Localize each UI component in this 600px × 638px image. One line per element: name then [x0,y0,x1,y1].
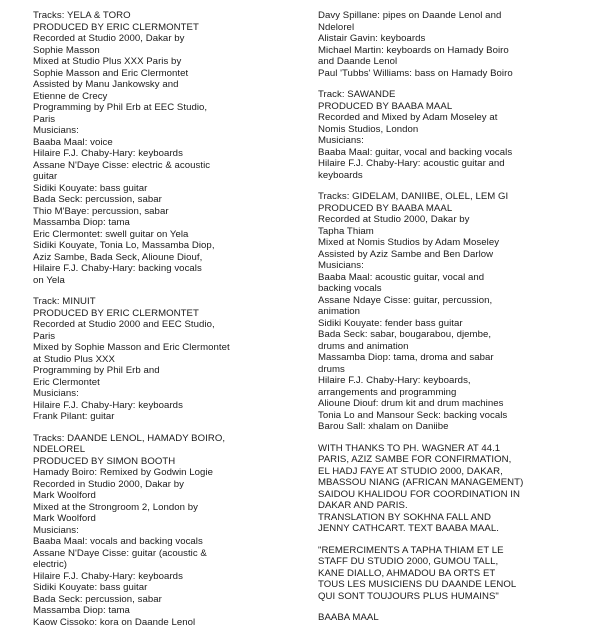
credit-line: animation [318,306,361,317]
credit-line: Sophie Masson and Eric Clermontet [33,67,189,79]
credit-line: Paris [33,113,56,125]
credit-line: Eric Clermontet [33,376,100,388]
credit-line: Recorded and Mixed by Adam Moseley at [318,112,498,123]
credit-line: TOUS LES MUSICIENS DU DAANDE LENOL [318,579,517,590]
credit-line: Michael Martin: keyboards on Hamady Boiro [318,44,509,56]
credits-section [318,612,580,624]
credit-line: EL HADJ FAYE AT STUDIO 2000, DAKAR, [318,465,503,477]
credit-line: Sidiki Kouyate: fender bass guitar [318,317,463,329]
credit-line: Recorded in Studio 2000, Dakar by [33,478,184,490]
credit-line: PRODUCED BY BAABA MAAL [318,100,453,112]
credit-line: Hamady Boiro: Remixed by Godwin Logie [33,467,213,478]
credit-line: Hilaire F.J. Chaby-Hary: keyboards [33,399,183,411]
credit-line: Tapha Thiam [318,225,374,237]
credit-line: on Yela [33,274,65,286]
credit-line: Recorded at Studio 2000, Dakar by [33,33,185,44]
credit-line: PRODUCED BY ERIC CLERMONTET [33,307,199,319]
credit-line: Musicians: [318,135,364,146]
credit-line: Assane N'Daye Cisse: electric & acoustic [33,159,211,171]
credit-line: Massamba Diop: tama [33,217,130,228]
credit-line: KANE DIALLO, AHMADOU BA ORTS ET [318,567,496,579]
credits-section [318,443,580,535]
credit-line: Alioune Diouf: drum kit and drum machines [318,398,504,409]
credits-section [33,296,295,423]
credit-line: guitar [33,171,58,182]
credits-section [318,10,580,79]
credit-line: Thio M'Baye: percussion, sabar [33,205,169,217]
credit-line: Sidiki Kouyate: bass guitar [33,182,148,194]
credit-line: Musicians: [33,125,79,136]
credit-line: Programming by Phil Erb at EEC Studio, [33,102,208,113]
credit-line: Bada Seck: sabar, bougarabou, djembe, [318,329,492,340]
credit-line: Tracks: DAANDE LENOL, HAMADY BOIRO, [33,432,226,444]
credit-line: Mixed at Studio Plus XXX Paris by [33,56,182,67]
credits-section [33,433,295,629]
credit-line: NDELOREL [33,444,86,455]
credit-line: Hilaire F.J. Chaby-Hary: acoustic guitar and [318,158,505,169]
credit-line: Assane N'Daye Cisse: guitar (acoustic & [33,547,207,559]
credit-line: keyboards [318,169,363,181]
credit-line: Davy Spillane: pipes on Daande Lenol and [318,10,502,21]
credit-line: Baaba Maal: voice [33,136,113,148]
credit-line: Sidiki Kouyate, Tonia Lo, Massamba Diop, [33,240,215,251]
credit-line: Bada Seck: percussion, sabar [33,194,162,205]
credit-line: Baaba Maal: vocals and backing vocals [33,536,203,547]
credit-line: Mark Woolford [33,513,96,524]
credit-line: Programming by Phil Erb and [33,365,160,376]
credit-line: Eric Clermontet: swell guitar on Yela [33,228,189,240]
credit-line: QUI SONT TOUJOURS PLUS HUMAINS" [318,590,499,602]
credit-line: Baaba Maal: guitar, vocal and backing vocals [318,146,513,158]
credit-line: Frank Pilant: guitar [33,411,115,422]
credit-line: SAIDOU KHALIDOU FOR COORDINATION IN [318,488,520,500]
credit-line: Mixed at Nomis Studios by Adam Moseley [318,237,500,248]
credit-line: drums [318,363,345,375]
credit-line: Sidiki Kouyate: bass guitar [33,582,148,593]
credits-section [318,89,580,181]
credit-line: Alistair Gavin: keyboards [318,33,426,44]
credit-line: Aziz Sambe, Bada Seck, Alioune Diouf, [33,251,203,263]
credit-line: Assisted by Manu Jankowsky and [33,79,179,90]
credit-line: Paris [33,330,56,342]
credit-line: electric) [33,559,68,570]
credit-line: Recorded at Studio 2000, Dakar by [318,214,470,225]
credit-line: Tonia Lo and Mansour Seck: backing vocals [318,409,508,421]
credit-line: STAFF DU STUDIO 2000, GUMOU TALL, [318,556,499,567]
credit-line: Tracks: GIDELAM, DANIIBE, OLEL, LEM GI [318,191,509,202]
credit-line: Barou Sall: xhalam on Daniibe [318,421,449,432]
credit-line: Sophie Masson [33,44,100,56]
credit-line: Tracks: YELA & TORO [33,10,131,21]
credit-line: JENNY CATHCART. TEXT BAABA MAAL. [318,523,499,534]
credit-line: Hilaire F.J. Chaby-Hary: keyboards [33,148,183,159]
credit-line: and Daande Lenol [318,56,398,67]
credit-line: PRODUCED BY SIMON BOOTH [33,455,176,467]
credit-line: Massamba Diop: tama [33,605,130,616]
credit-line: Track: MINUIT [33,296,96,307]
credit-line: MBASSOU NIANG (AFRICAN MANAGEMENT) [318,477,524,488]
credit-line: at Studio Plus XXX [33,353,115,365]
credit-line: BAABA MAAL [318,612,379,623]
credit-line: Musicians: [33,524,79,536]
credit-line: "REMERCIMENTS A TAPHA THIAM ET LE [318,544,504,556]
credit-line: Musicians: [33,388,79,399]
credit-line: Assisted by Aziz Sambe and Ben Darlow [318,248,494,260]
credit-line: Nomis Studios, London [318,123,419,135]
credit-line: backing vocals [318,283,382,294]
credit-line: PARIS, AZIZ SAMBE FOR CONFIRMATION, [318,454,512,465]
credit-line: DAKAR AND PARIS. [318,500,408,511]
credit-line: Mixed at the Strongroom 2, London by [33,501,198,513]
right-column [318,10,580,634]
credits-section [33,10,295,286]
credit-line: Recorded at Studio 2000 and EEC Studio, [33,319,215,330]
credit-line: Hilaire F.J. Chaby-Hary: backing vocals [33,263,202,274]
credit-line: Etienne de Crecy [33,90,108,102]
credit-line: Paul 'Tubbs' Williams: bass on Hamady Boiro [318,67,513,79]
credit-line: Mixed by Sophie Masson and Eric Clermontet [33,342,230,353]
credit-line: Musicians: [318,260,364,271]
credit-line: Baaba Maal: acoustic guitar, vocal and [318,271,485,283]
credit-line: Track: SAWANDE [318,89,396,100]
credit-line: PRODUCED BY ERIC CLERMONTET [33,21,199,33]
credit-line: WITH THANKS TO PH. WAGNER AT 44.1 [318,442,501,454]
credits-section [318,545,580,603]
credit-line: drums and animation [318,340,409,352]
credit-line: PRODUCED BY BAABA MAAL [318,202,453,214]
credit-line: Massamba Diop: tama, droma and sabar [318,352,494,363]
credit-line: Bada Seck: percussion, sabar [33,593,162,605]
credit-line: Kaow Cissoko: kora on Daande Lenol [33,616,196,628]
credit-line: TRANSLATION BY SOKHNA FALL AND [318,511,491,523]
credit-line: arrangements and programming [318,386,457,398]
credits-section [318,191,580,433]
credit-line: Hilaire F.J. Chaby-Hary: keyboards, [318,375,471,386]
credit-line: Ndelorel [318,21,355,33]
left-column [33,10,295,638]
credit-line: Assane Ndaye Cisse: guitar, percussion, [318,294,493,306]
credit-line: Mark Woolford [33,490,96,501]
credit-line: Hilaire F.J. Chaby-Hary: keyboards [33,570,183,582]
